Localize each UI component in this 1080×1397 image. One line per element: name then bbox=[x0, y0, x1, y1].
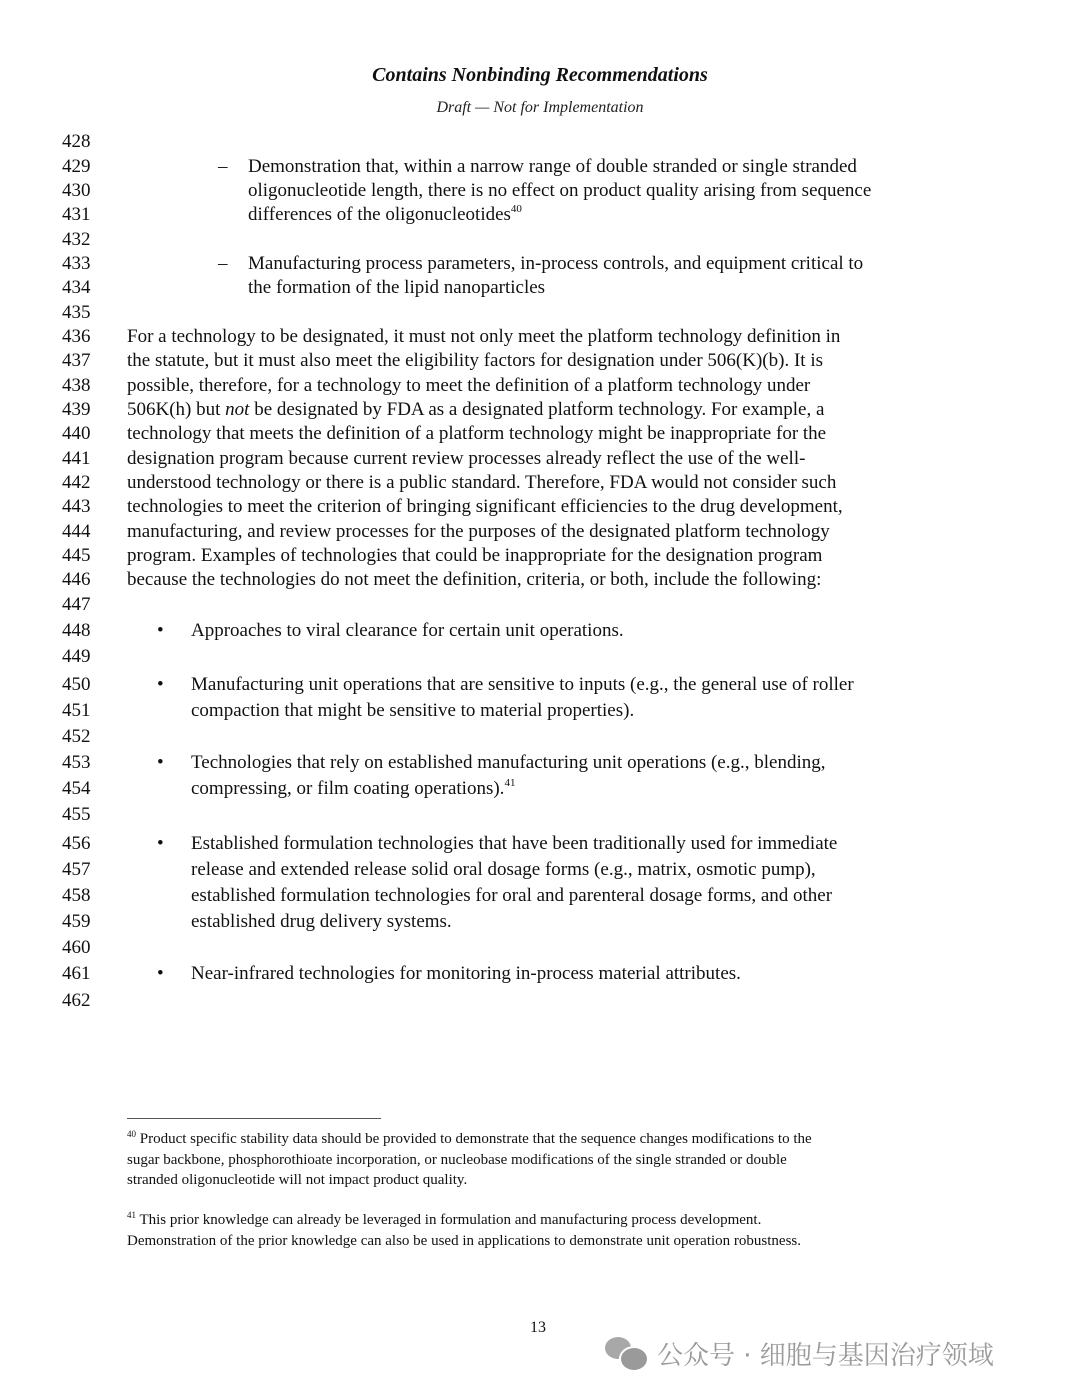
line-number: 455 bbox=[62, 804, 91, 825]
footnote-line: stranded oligonucleotide will not impact product quality. bbox=[127, 1172, 468, 1188]
paragraph-line: program. Examples of technologies that could be inappropriate for the designation program bbox=[127, 545, 823, 566]
bullet-icon: • bbox=[157, 833, 164, 854]
paragraph-line: designation program because current review processes already reflect the use of the well- bbox=[127, 448, 806, 469]
paragraph-line: possible, therefore, for a technology to meet the definition of a platform technology under bbox=[127, 375, 811, 396]
line-number: 441 bbox=[62, 448, 91, 469]
page-header-subtitle: Draft — Not for Implementation bbox=[436, 99, 644, 116]
line-number: 453 bbox=[62, 752, 91, 773]
footnote-number: 40 bbox=[127, 1129, 136, 1139]
watermark bbox=[605, 1335, 994, 1372]
line-number: 449 bbox=[62, 646, 91, 667]
line-number: 437 bbox=[62, 350, 91, 371]
line-number: 452 bbox=[62, 726, 91, 747]
line-number: 461 bbox=[62, 963, 91, 984]
line-number: 435 bbox=[62, 302, 91, 323]
footnote-ref-40[interactable]: 40 bbox=[510, 203, 522, 215]
line-number: 440 bbox=[62, 423, 91, 444]
dash-marker: – bbox=[218, 253, 228, 274]
page-header-title: Contains Nonbinding Recommendations bbox=[372, 64, 708, 86]
bullet-line: established formulation technologies for oral and parenteral dosage forms, and other bbox=[191, 885, 833, 906]
line-number: 433 bbox=[62, 253, 91, 274]
line-number: 436 bbox=[62, 326, 91, 347]
bullet-icon: • bbox=[157, 620, 164, 641]
line-number: 432 bbox=[62, 229, 91, 250]
paragraph-line: manufacturing, and review processes for the purposes of the designated platform technology bbox=[127, 521, 830, 542]
line-number: 445 bbox=[62, 545, 91, 566]
dash-item-line: the formation of the lipid nanoparticles bbox=[248, 277, 546, 298]
watermark-text: 公众号 · 细胞与基因治疗领域 bbox=[657, 1341, 994, 1371]
bullet-icon: • bbox=[157, 752, 164, 773]
dash-item-line: Manufacturing process parameters, in-process controls, and equipment critical to bbox=[248, 253, 864, 274]
bullet-line: Near-infrared technologies for monitoring in-process material attributes. bbox=[191, 963, 741, 984]
line-number: 457 bbox=[62, 859, 91, 880]
line-number: 450 bbox=[62, 674, 91, 695]
bullet-icon: • bbox=[157, 674, 164, 695]
paragraph-line: technology that meets the definition of a platform technology might be inappropriate for the bbox=[127, 423, 827, 444]
bullet-line: Technologies that rely on established manufacturing unit operations (e.g., blending, bbox=[191, 752, 826, 773]
paragraph-line: technologies to meet the criterion of bringing significant efficiencies to the drug development, bbox=[127, 496, 843, 517]
bullet-icon: • bbox=[157, 963, 164, 984]
paragraph-line: For a technology to be designated, it must not only meet the platform technology definition in bbox=[127, 326, 841, 347]
dash-marker: – bbox=[218, 156, 228, 177]
line-number: 454 bbox=[62, 778, 91, 799]
line-number: 448 bbox=[62, 620, 91, 641]
footnote-ref-41[interactable]: 41 bbox=[504, 777, 516, 789]
line-number: 443 bbox=[62, 496, 91, 517]
line-number: 438 bbox=[62, 375, 91, 396]
line-number: 439 bbox=[62, 399, 91, 420]
bullet-line: established drug delivery systems. bbox=[191, 911, 452, 932]
footnote-line: $^{41}$ This prior knowledge can already be leveraged in formulation and manufacturing process development. bbox=[127, 1210, 762, 1228]
bullet-line: compaction that might be sensitive to material properties). bbox=[191, 700, 635, 721]
paragraph-line: 506K(h) but not be designated by FDA as a designated platform technology. For example, a bbox=[127, 399, 825, 420]
line-number: 430 bbox=[62, 180, 91, 201]
line-number: 460 bbox=[62, 937, 91, 958]
paragraph-line: because the technologies do not meet the definition, criteria, or both, include the following: bbox=[127, 569, 822, 590]
footnote-number: 41 bbox=[127, 1210, 136, 1220]
line-number: 428 bbox=[62, 131, 91, 152]
line-number: 429 bbox=[62, 156, 91, 177]
footnote-separator bbox=[127, 1118, 381, 1119]
bullet-line: Established formulation technologies that have been traditionally used for immediate bbox=[191, 833, 838, 854]
line-number: 458 bbox=[62, 885, 91, 906]
wechat-icon bbox=[605, 1337, 649, 1371]
page-number: 13 bbox=[530, 1319, 546, 1336]
emphasis-not: not bbox=[225, 399, 250, 420]
line-number: 431 bbox=[62, 204, 91, 225]
bullet-line: Approaches to viral clearance for certain unit operations. bbox=[191, 620, 624, 641]
line-number: 456 bbox=[62, 833, 91, 854]
line-number: 447 bbox=[62, 594, 91, 615]
footnote-line: sugar backbone, phosphorothioate incorporation, or nucleobase modifications of the single stranded or double bbox=[127, 1152, 787, 1168]
bullet-line: Manufacturing unit operations that are sensitive to inputs (e.g., the general use of roller bbox=[191, 674, 854, 695]
bullet-line: compressing, or film coating operations).$^{41}$ bbox=[191, 777, 516, 799]
bullet-line: release and extended release solid oral dosage forms (e.g., matrix, osmotic pump), bbox=[191, 859, 816, 880]
dash-item-line: Demonstration that, within a narrow range of double stranded or single stranded bbox=[248, 156, 857, 177]
dash-item-line: differences of the oligonucleotides$^{40}$ bbox=[248, 203, 522, 225]
paragraph-line: understood technology or there is a public standard. Therefore, FDA would not consider such bbox=[127, 472, 837, 493]
dash-item-line: oligonucleotide length, there is no effect on product quality arising from sequence bbox=[248, 180, 872, 201]
line-number: 451 bbox=[62, 700, 91, 721]
line-number: 442 bbox=[62, 472, 91, 493]
line-number: 459 bbox=[62, 911, 91, 932]
line-number: 462 bbox=[62, 990, 91, 1011]
footnote-line: $^{40}$ Product specific stability data should be provided to demonstrate that the sequence changes modifications to the bbox=[127, 1129, 812, 1147]
footnote-line: Demonstration of the prior knowledge can also be used in applications to demonstrate unit operation robustness. bbox=[127, 1233, 802, 1249]
line-number: 446 bbox=[62, 569, 91, 590]
line-number: 444 bbox=[62, 521, 91, 542]
paragraph-line: the statute, but it must also meet the eligibility factors for designation under 506(K)(b). It is bbox=[127, 350, 823, 371]
line-number: 434 bbox=[62, 277, 91, 298]
